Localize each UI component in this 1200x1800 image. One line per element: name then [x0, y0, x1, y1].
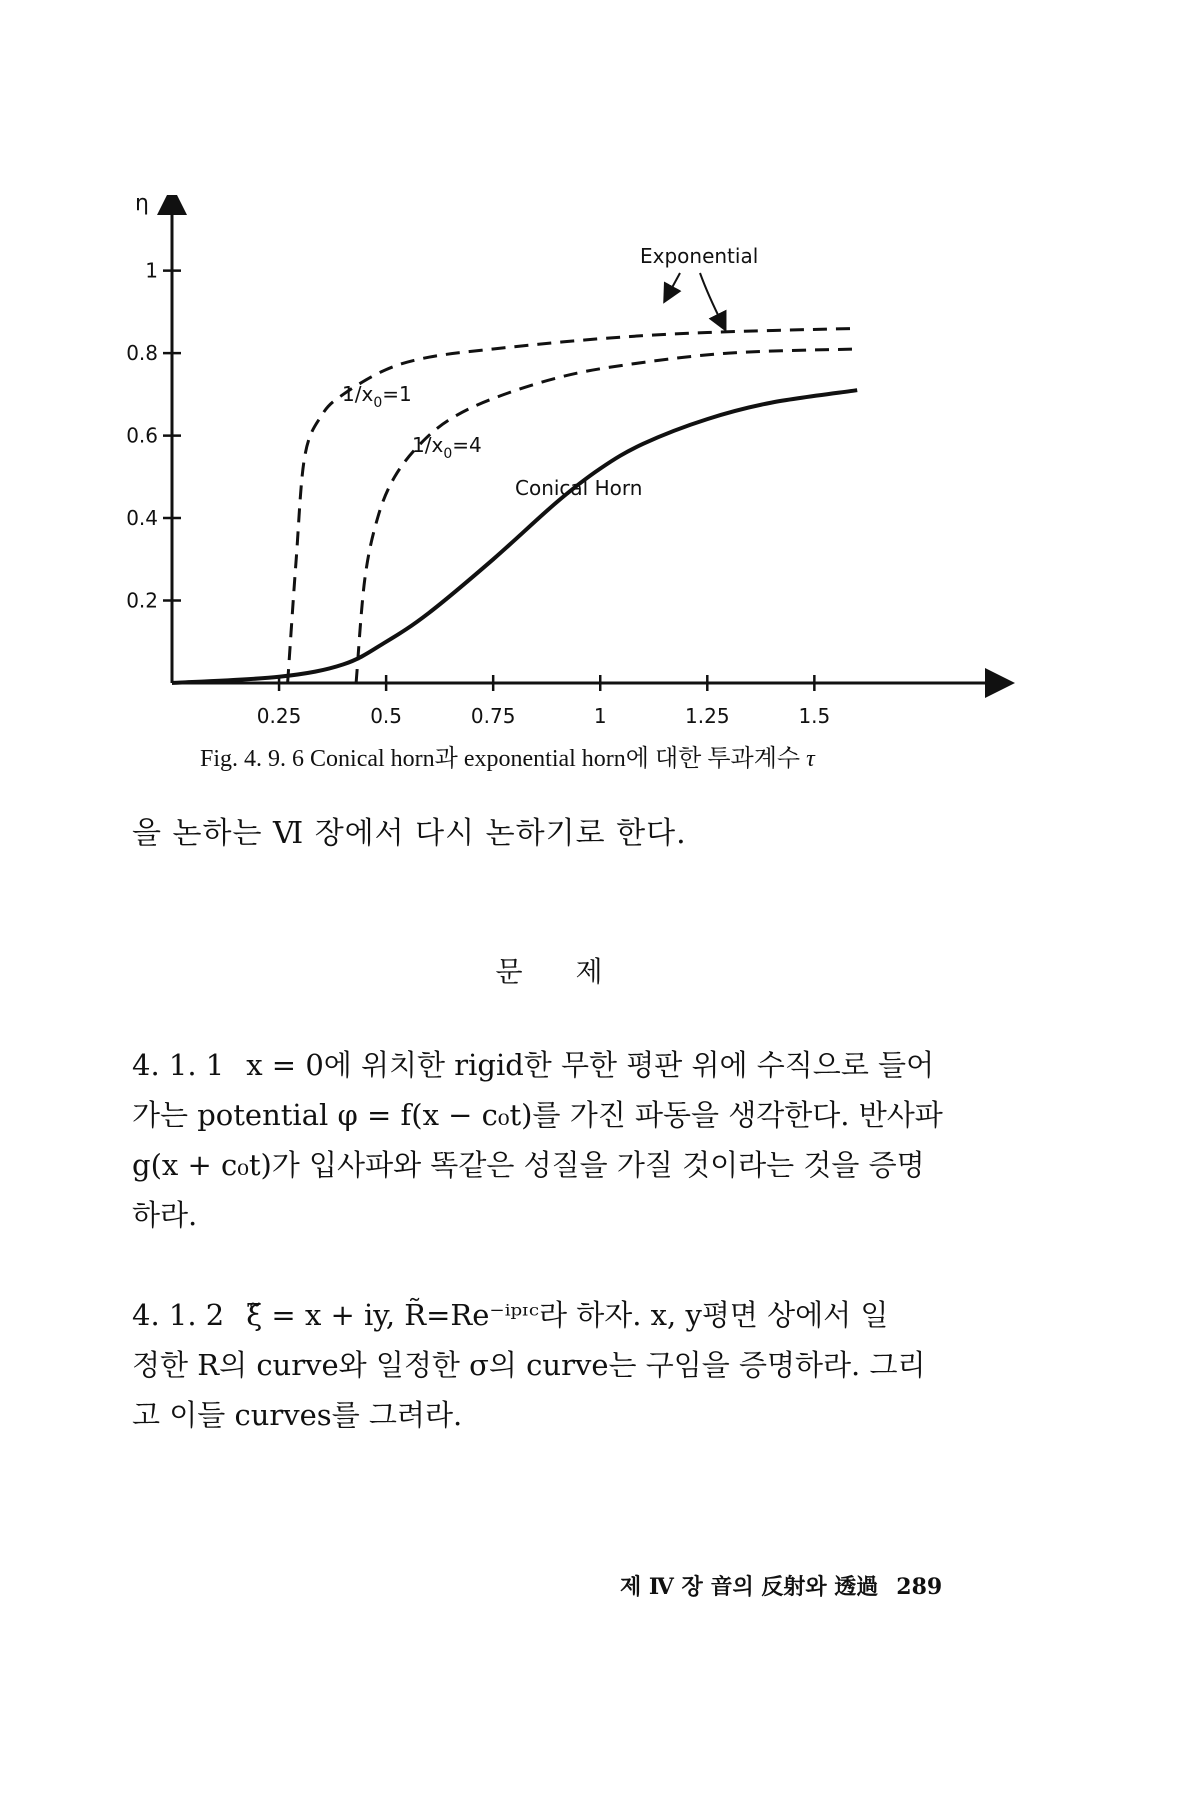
annotation-conical-horn: Conical Horn — [515, 476, 643, 500]
annotation-exponential: Exponential — [640, 244, 759, 268]
problem-number: 4. 1. 2 — [132, 1298, 225, 1332]
running-head: 제 Ⅳ 장 音의 反射와 透過 — [620, 1574, 879, 1600]
y-axis-label: η — [135, 195, 149, 217]
section-title: 문 제 — [495, 955, 625, 988]
series-line-conical-horn — [172, 390, 857, 683]
y-tick-label: 1 — [145, 258, 158, 283]
x-tick-label: 1.25 — [685, 704, 730, 728]
annotation-arrow — [700, 273, 722, 323]
x-tick-label: 0.5 — [370, 704, 403, 728]
caption-symbol: τ — [806, 746, 815, 772]
body-paragraph-line: 을 논하는 Ⅵ 장에서 다시 논하기로 한다. — [132, 816, 687, 851]
x-tick-label: 0.75 — [470, 704, 516, 728]
problem-4-1-2 — [132, 1290, 1032, 1440]
problem-4-1-1 — [132, 1040, 1032, 1240]
caption-text: Fig. 4. 9. 6 Conical horn과 exponential horn에 대한 투과계수 — [200, 746, 807, 772]
y-tick-label: 0.8 — [126, 341, 158, 366]
problem-line: 4. 1. 2 ξ̃ = x + iy, R̃=Re⁻ⁱᵖᶦᶜ라 하자. x, y평면 상에서 일 — [132, 1298, 889, 1332]
figure-caption — [200, 738, 1100, 773]
page-footer — [620, 1570, 942, 1601]
annotation-x0-1: $1/x_0=1$ — [342, 382, 412, 411]
x-tick-label: 1.5 — [798, 704, 831, 728]
annotation-arrow — [668, 273, 680, 295]
problem-line: 하라. — [132, 1198, 198, 1232]
x-tick-label: 0.25 — [256, 704, 302, 728]
x-tick-label: 1 — [593, 704, 607, 728]
problem-line: g(x + c₀t)가 입사파와 똑같은 성질을 가질 것이라는 것을 증명 — [132, 1148, 925, 1182]
y-tick-label: 0.2 — [126, 588, 158, 613]
problem-line: 가는 potential φ = f(x − c₀t)를 가진 파동을 생각한다. 반사파 — [132, 1098, 943, 1132]
problem-line: 4. 1. 1 x = 0에 위치한 rigid한 무한 평판 위에 수직으로 들어 — [132, 1048, 935, 1082]
problem-line: 고 이들 curves를 그려라. — [132, 1398, 463, 1432]
annotation-x0-4: $1/x_0=4$ — [412, 433, 482, 462]
problem-line: 정한 R의 curve와 일정한 σ의 curve는 구임을 증명하라. 그리 — [132, 1348, 926, 1382]
y-tick-label: 0.4 — [126, 506, 158, 531]
transmission-coefficient-chart — [120, 195, 1040, 735]
page-number: 289 — [896, 1574, 943, 1600]
y-tick-label: 0.6 — [126, 423, 158, 448]
problem-number: 4. 1. 1 — [132, 1048, 225, 1082]
